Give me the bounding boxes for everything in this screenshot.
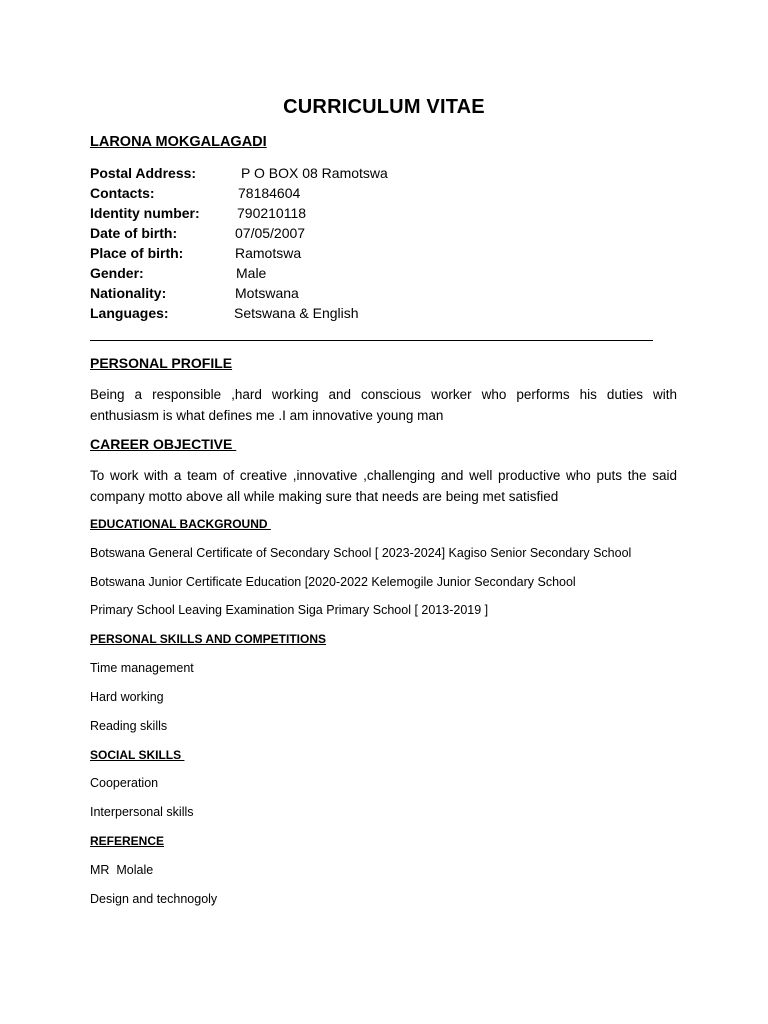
info-label: Place of birth: — [90, 245, 184, 261]
personal-profile-heading: PERSONAL PROFILE — [90, 355, 233, 371]
personal-profile-text — [90, 384, 677, 426]
education-heading: EDUCATIONAL BACKGROUND — [90, 517, 271, 531]
info-label: Identity number: — [90, 205, 200, 221]
career-objective-heading: CAREER OBJECTIVE — [90, 436, 237, 452]
paragraph-line: Being a responsible ,hard working and conscious worker who performs his duties with — [90, 387, 677, 402]
info-label: Postal Address: — [90, 165, 197, 181]
info-value: Ramotswa — [235, 245, 302, 261]
education-item: Botswana General Certificate of Secondary School [ 2023-2024] Kagiso Senior Secondary School — [90, 546, 632, 560]
info-label: Date of birth: — [90, 225, 178, 241]
info-value: P O BOX 08 Ramotswa — [241, 165, 388, 181]
career-objective-text — [90, 465, 677, 507]
paragraph-line: To work with a team of creative ,innovative ,challenging and well productive who puts the said — [90, 468, 677, 483]
info-value: Male — [236, 265, 267, 281]
skill-item: Time management — [90, 661, 194, 675]
social-skills-heading: SOCIAL SKILLS — [90, 748, 185, 762]
paragraph-line: company motto above all while making sure that needs are being met satisfied — [90, 489, 559, 504]
social-skill-item: Interpersonal skills — [90, 805, 194, 819]
candidate-name: LARONA MOKGALAGADI — [90, 134, 267, 150]
info-label: Nationality: — [90, 285, 167, 301]
paragraph-line: enthusiasm is what defines me .I am innovative young man — [90, 408, 444, 423]
info-label: Contacts: — [90, 185, 155, 201]
section-divider — [90, 340, 653, 341]
info-value: 790210118 — [237, 205, 307, 221]
skill-item: Hard working — [90, 690, 164, 704]
skill-item: Reading skills — [90, 719, 168, 733]
info-value: 78184604 — [238, 185, 301, 201]
education-item: Botswana Junior Certificate Education [2020-2022 Kelemogile Junior Secondary School — [90, 575, 576, 589]
reference-heading: REFERENCE — [90, 834, 165, 848]
info-label: Gender: — [90, 265, 144, 281]
personal-skills-heading: PERSONAL SKILLS AND COMPETITIONS — [90, 632, 327, 646]
reference-item: MR Molale — [90, 863, 154, 877]
info-value: Motswana — [235, 285, 299, 301]
document-title: CURRICULUM VITAE — [283, 96, 485, 118]
education-item: Primary School Leaving Examination Siga Primary School [ 2013-2019 ] — [90, 603, 489, 617]
info-value: 07/05/2007 — [235, 225, 306, 241]
reference-item: Design and technogoly — [90, 892, 218, 906]
social-skill-item: Cooperation — [90, 776, 159, 790]
info-value: Setswana & English — [234, 305, 359, 321]
info-label: Languages: — [90, 305, 169, 321]
